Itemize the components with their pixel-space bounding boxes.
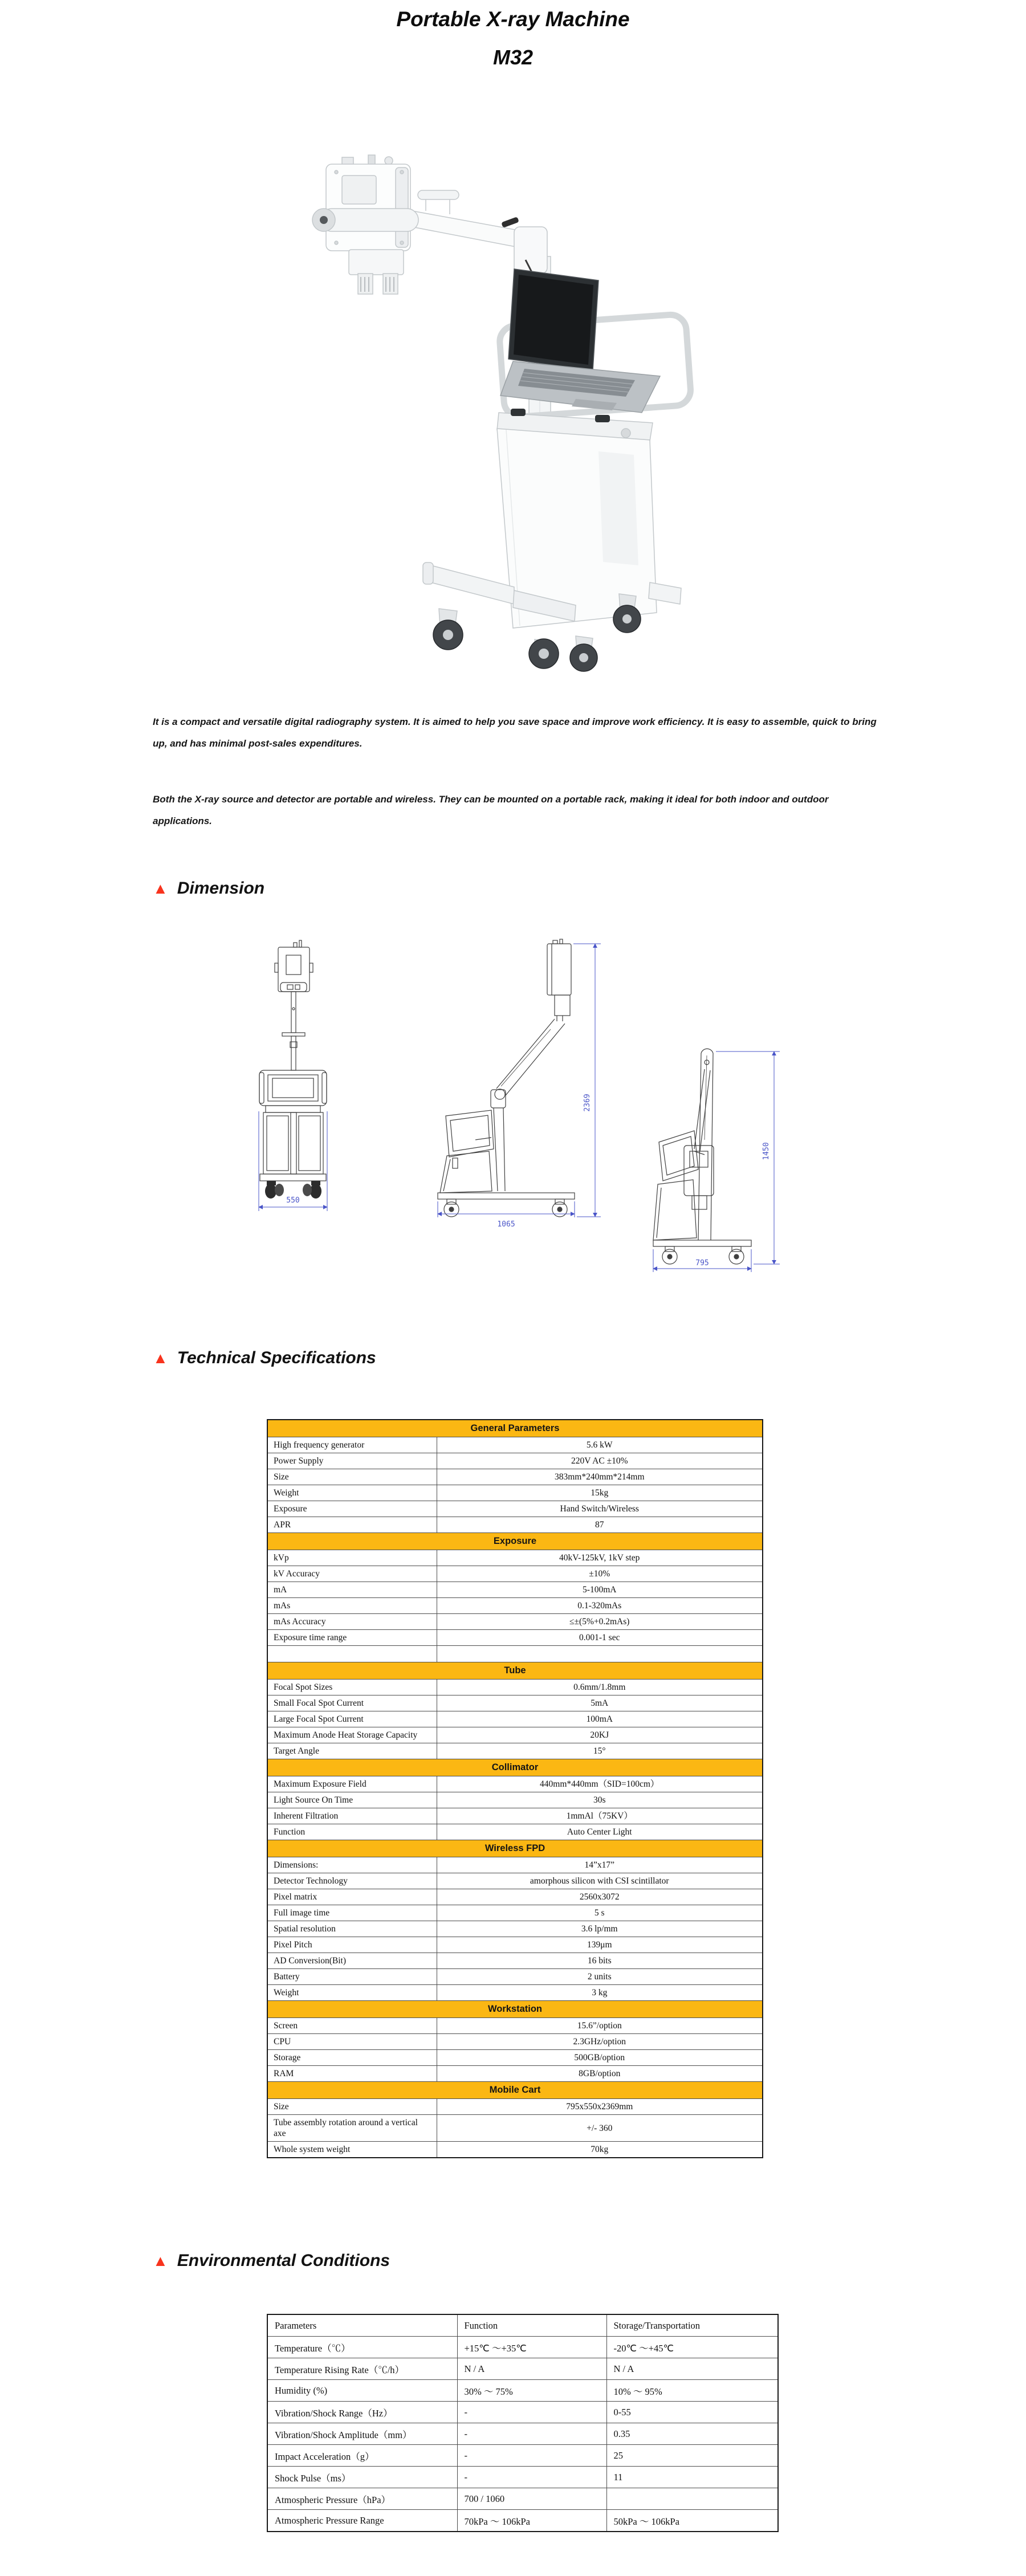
- env-cell: 0-55: [606, 2402, 778, 2423]
- table-row: [267, 1711, 763, 1727]
- model-name: M32: [492, 46, 534, 69]
- spec-param-cell: Size: [267, 1469, 437, 1485]
- intro-paragraph-2: Both the X-ray source and detector are portable and wireless. They can be mounted on a portable rack, making it ideal for both indoor and outdoor applications.: [153, 794, 829, 826]
- table-row: [267, 1889, 763, 1905]
- env-cell: 700 / 1060: [457, 2488, 606, 2510]
- table-row: [267, 2423, 778, 2445]
- table-row: [267, 1437, 763, 1453]
- dim-label-side-height: 2369: [583, 1094, 592, 1112]
- spec-param-cell: Light Source On Time: [267, 1792, 437, 1808]
- spec-value-cell: 0.1-320mAs: [437, 1598, 763, 1614]
- table-row: [267, 1727, 763, 1743]
- spec-param-cell: Battery: [267, 1969, 437, 1985]
- spec-group-header-row: Workstation: [267, 2001, 763, 2018]
- spec-group-header-row: Collimator: [267, 1759, 763, 1776]
- env-cell: 10% ～ 95%: [606, 2380, 778, 2402]
- triangle-marker-icon: ▲: [153, 1349, 168, 1367]
- spec-group-header-row: Tube: [267, 1662, 763, 1680]
- spec-param-cell: Inherent Filtration: [267, 1808, 437, 1824]
- rear-view-drawing: [653, 1049, 751, 1264]
- table-row: [267, 1469, 763, 1485]
- intro-paragraph-1: It is a compact and versatile digital radiography system. It is aimed to help you save space and improve work efficiency. It is easy to assemble, quick to bring up, and has minimal post-sales expenditures.: [153, 716, 877, 749]
- env-cell: -: [457, 2467, 606, 2488]
- section-title: Environmental Conditions: [177, 2251, 390, 2270]
- table-row: [267, 1808, 763, 1824]
- env-cell: N / A: [606, 2358, 778, 2380]
- spec-param-cell: mAs: [267, 1598, 437, 1614]
- section-title: Dimension: [177, 879, 265, 898]
- spec-group-header-row: General Parameters: [267, 1420, 763, 1437]
- side-view-drawing: [438, 939, 575, 1217]
- spec-value-cell: 2.3GHz/option: [437, 2034, 763, 2050]
- spec-value-cell: 15°: [437, 1743, 763, 1759]
- spec-param-cell: Whole system weight: [267, 2142, 437, 2158]
- spec-value-cell: amorphous silicon with CSI scintillator: [437, 1873, 763, 1889]
- table-row: [267, 1566, 763, 1582]
- spec-param-cell: Weight: [267, 1485, 437, 1501]
- env-cell: 0.35: [606, 2423, 778, 2445]
- env-cell: Shock Pulse（ms）: [267, 2467, 457, 2488]
- table-row: [267, 1630, 763, 1646]
- env-cell: Temperature（℃）: [267, 2337, 457, 2358]
- spec-value-cell: 220V AC ±10%: [437, 1453, 763, 1469]
- spec-value-cell: 3 kg: [437, 1985, 763, 2001]
- env-cell: +15℃ ～+35℃: [457, 2337, 606, 2358]
- spec-value-cell: 0.6mm/1.8mm: [437, 1680, 763, 1695]
- spec-value-cell: 139μm: [437, 1937, 763, 1953]
- table-row: [267, 1614, 763, 1630]
- side-dimensions: [438, 944, 601, 1217]
- spec-value-cell: +/- 360: [437, 2115, 763, 2142]
- spec-param-cell: Pixel Pitch: [267, 1937, 437, 1953]
- spec-value-cell: 795x550x2369mm: [437, 2099, 763, 2115]
- spec-value-cell: 5 s: [437, 1905, 763, 1921]
- page-title: Portable X-ray Machine: [396, 7, 630, 31]
- table-row: [267, 1646, 763, 1662]
- spec-table: [267, 1419, 763, 2158]
- env-table: [267, 2314, 779, 2532]
- table-row: [267, 1517, 763, 1533]
- env-table-body: [267, 2314, 778, 2532]
- env-cell: Temperature Rising Rate（℃/h）: [267, 2358, 457, 2380]
- table-row: [267, 1743, 763, 1759]
- table-row: [267, 2034, 763, 2050]
- table-row: [267, 2358, 778, 2380]
- env-cell: Humidity (%): [267, 2380, 457, 2402]
- spec-value-cell: 14”x17”: [437, 1857, 763, 1873]
- table-row: [267, 1921, 763, 1937]
- spec-param-cell: Focal Spot Sizes: [267, 1680, 437, 1695]
- triangle-marker-icon: ▲: [153, 2252, 168, 2269]
- spec-value-cell: 15kg: [437, 1485, 763, 1501]
- table-row: [267, 2115, 763, 2142]
- spec-param-cell: RAM: [267, 2066, 437, 2082]
- spec-value-cell: 40kV-125kV, 1kV step: [437, 1550, 763, 1566]
- spec-param-cell: Size: [267, 2099, 437, 2115]
- spec-param-cell: Detector Technology: [267, 1873, 437, 1889]
- spec-group-header-row: Wireless FPD: [267, 1840, 763, 1857]
- table-row: [267, 1680, 763, 1695]
- env-cell: 30% ～ 75%: [457, 2380, 606, 2402]
- dim-label-side-width: 1065: [497, 1220, 515, 1229]
- spec-param-cell: Power Supply: [267, 1453, 437, 1469]
- spec-value-cell: 383mm*240mm*214mm: [437, 1469, 763, 1485]
- spec-param-cell: Dimensions:: [267, 1857, 437, 1873]
- spec-param-cell: Maximum Anode Heat Storage Capacity: [267, 1727, 437, 1743]
- table-row: [267, 1550, 763, 1566]
- spec-param-cell: Exposure: [267, 1501, 437, 1517]
- table-row: [267, 1485, 763, 1501]
- spec-value-cell: 70kg: [437, 2142, 763, 2158]
- spec-value-cell: 16 bits: [437, 1953, 763, 1969]
- spec-value-cell: 440mm*440mm（SID=100cm）: [437, 1776, 763, 1792]
- spec-param-cell: Screen: [267, 2018, 437, 2034]
- spec-param-cell: mAs Accuracy: [267, 1614, 437, 1630]
- spec-param-cell: Large Focal Spot Current: [267, 1711, 437, 1727]
- table-row: [267, 2050, 763, 2066]
- table-row: [267, 1937, 763, 1953]
- table-row: [267, 1969, 763, 1985]
- spec-value-cell: 1mmAl（75KV）: [437, 1808, 763, 1824]
- spec-param-cell: mA: [267, 1582, 437, 1598]
- env-cell: N / A: [457, 2358, 606, 2380]
- spec-param-cell: Pixel matrix: [267, 1889, 437, 1905]
- env-header-row: [267, 2314, 778, 2337]
- spec-param-cell: kV Accuracy: [267, 1566, 437, 1582]
- table-row: [267, 1582, 763, 1598]
- spec-value-cell: 500GB/option: [437, 2050, 763, 2066]
- env-cell: [606, 2488, 778, 2510]
- table-row: [267, 1873, 763, 1889]
- spec-param-cell: AD Conversion(Bit): [267, 1953, 437, 1969]
- section-heading-specs: [153, 1348, 376, 1368]
- spec-param-cell: Maximum Exposure Field: [267, 1776, 437, 1792]
- table-row: [267, 1501, 763, 1517]
- spec-param-cell: [267, 1646, 437, 1662]
- env-cell: -20℃ ～+45℃: [606, 2337, 778, 2358]
- env-header-cell: Parameters: [267, 2314, 457, 2337]
- table-row: [267, 1985, 763, 2001]
- spec-value-cell: 2560x3072: [437, 1889, 763, 1905]
- env-header-cell: Function: [457, 2314, 606, 2337]
- spec-param-cell: kVp: [267, 1550, 437, 1566]
- spec-value-cell: Hand Switch/Wireless: [437, 1501, 763, 1517]
- env-cell: Atmospheric Pressure（hPa）: [267, 2488, 457, 2510]
- spec-value-cell: 8GB/option: [437, 2066, 763, 2082]
- table-row: [267, 1695, 763, 1711]
- env-cell: Atmospheric Pressure Range: [267, 2510, 457, 2532]
- table-row: [267, 1453, 763, 1469]
- table-row: [267, 2488, 778, 2510]
- spec-value-cell: ±10%: [437, 1566, 763, 1582]
- table-row: [267, 1953, 763, 1969]
- spec-param-cell: Target Angle: [267, 1743, 437, 1759]
- table-row: [267, 1824, 763, 1840]
- spec-value-cell: 5mA: [437, 1695, 763, 1711]
- spec-value-cell: 30s: [437, 1792, 763, 1808]
- spec-param-cell: Spatial resolution: [267, 1921, 437, 1937]
- env-cell: -: [457, 2423, 606, 2445]
- spec-group-header-row: Mobile Cart: [267, 2082, 763, 2099]
- env-cell: -: [457, 2445, 606, 2467]
- spec-group-header-row: Exposure: [267, 1533, 763, 1550]
- dim-label-rear-height: 1450: [762, 1142, 771, 1160]
- table-row: [267, 2337, 778, 2358]
- table-row: [267, 1598, 763, 1614]
- spec-value-cell: 2 units: [437, 1969, 763, 1985]
- table-row: [267, 2445, 778, 2467]
- spec-value-cell: 0.001-1 sec: [437, 1630, 763, 1646]
- table-row: [267, 2018, 763, 2034]
- title-block: [0, 5, 1026, 71]
- env-cell: 25: [606, 2445, 778, 2467]
- env-cell: Vibration/Shock Range（Hz）: [267, 2402, 457, 2423]
- front-view-drawing: [259, 940, 327, 1199]
- env-cell: 70kPa ～ 106kPa: [457, 2510, 606, 2532]
- table-row: [267, 1857, 763, 1873]
- env-cell: Vibration/Shock Amplitude（mm）: [267, 2423, 457, 2445]
- section-heading-env: [153, 2251, 390, 2271]
- spec-param-cell: Function: [267, 1824, 437, 1840]
- env-cell: 50kPa ～ 106kPa: [606, 2510, 778, 2532]
- spec-param-cell: Weight: [267, 1985, 437, 2001]
- spec-param-cell: Tube assembly rotation around a vertical axe: [267, 2115, 437, 2142]
- spec-value-cell: 87: [437, 1517, 763, 1533]
- table-row: [267, 2099, 763, 2115]
- dim-label-front-width: 550: [286, 1196, 300, 1205]
- spec-value-cell: [437, 1646, 763, 1662]
- spec-value-cell: 100mA: [437, 1711, 763, 1727]
- section-heading-dimension: [153, 879, 264, 898]
- dim-label-rear-width: 795: [695, 1259, 709, 1267]
- spec-param-cell: Full image time: [267, 1905, 437, 1921]
- table-row: [267, 2510, 778, 2532]
- table-row: [267, 2402, 778, 2423]
- table-row: [267, 2142, 763, 2158]
- spec-value-cell: 20KJ: [437, 1727, 763, 1743]
- spec-param-cell: APR: [267, 1517, 437, 1533]
- table-row: [267, 2066, 763, 2082]
- dimension-drawings: [245, 923, 849, 1294]
- spec-param-cell: High frequency generator: [267, 1437, 437, 1453]
- spec-value-cell: ≤±(5%+0.2mAs): [437, 1614, 763, 1630]
- spec-value-cell: Auto Center Light: [437, 1824, 763, 1840]
- table-row: [267, 1792, 763, 1808]
- env-cell: 11: [606, 2467, 778, 2488]
- env-cell: Impact Acceleration（g）: [267, 2445, 457, 2467]
- spec-value-cell: 5-100mA: [437, 1582, 763, 1598]
- triangle-marker-icon: ▲: [153, 879, 168, 897]
- env-header-cell: Storage/Transportation: [606, 2314, 778, 2337]
- table-row: [267, 2467, 778, 2488]
- spec-param-cell: Storage: [267, 2050, 437, 2066]
- section-title: Technical Specifications: [177, 1348, 376, 1367]
- spec-param-cell: CPU: [267, 2034, 437, 2050]
- env-cell: -: [457, 2402, 606, 2423]
- spec-param-cell: Exposure time range: [267, 1630, 437, 1646]
- spec-param-cell: Small Focal Spot Current: [267, 1695, 437, 1711]
- table-row: [267, 1776, 763, 1792]
- spec-value-cell: 3.6 lp/mm: [437, 1921, 763, 1937]
- product-render-image: [256, 131, 769, 672]
- spec-value-cell: 15.6”/option: [437, 2018, 763, 2034]
- table-row: [267, 1905, 763, 1921]
- spec-value-cell: 5.6 kW: [437, 1437, 763, 1453]
- table-row: [267, 2380, 778, 2402]
- spec-table-body: [267, 1420, 763, 2158]
